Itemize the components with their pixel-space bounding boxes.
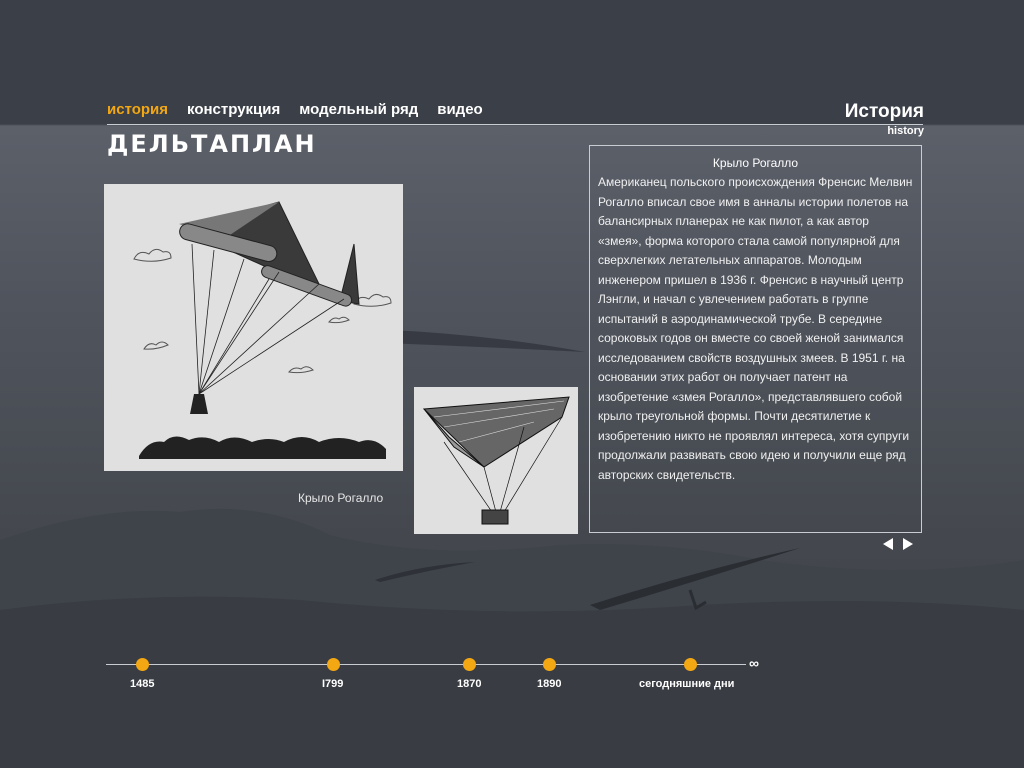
timeline-dot-today[interactable]	[684, 658, 697, 671]
page-title: ДЕЛЬТАПЛАН	[107, 130, 317, 158]
timeline-label-1890[interactable]: 1890	[537, 678, 562, 690]
rogallo-parawing-illustration	[414, 387, 578, 534]
timeline-label-1870[interactable]: 1870	[457, 678, 482, 690]
timeline-label-today[interactable]: сегодняшние дни	[639, 678, 735, 690]
article-body: Американец польского происхождения Френсис Мелвин Рогалло вписал свое имя в анналы истории полетов на балансирных планерах не как пилот, а как автор «змея», форма которого стала самой популярной для сверхлегких летательных аппаратов. Молодым инженером пришел в 1936 г. Френсис в научный центр Лэнгли, и начал с увлечением работать в группе испытаний в аэродинамической трубе. В середине сороковых годов он вместе со своей женой занимался исследованием свойств воздушных змеев. В 1951 г. на основании этих работ он получает патент на изобретение «змея Рогалло», представлявшего собой крыло треугольной формы. Почти десятилетие к изобретению никто не проявлял интереса, хотя супруги продолжали развивать свою идею и получили еще ряд авторских свидетельств.	[598, 175, 913, 482]
timeline-label-1485[interactable]: 1485	[130, 678, 155, 690]
section-title: История	[844, 101, 924, 122]
section-subtitle: history	[887, 125, 924, 137]
next-arrow-icon[interactable]	[903, 538, 913, 550]
nav-history[interactable]: история	[107, 101, 169, 118]
timeline-dot-1799[interactable]	[327, 658, 340, 671]
timeline-label-1799[interactable]: I799	[322, 678, 344, 690]
nav-construction[interactable]: конструкция	[187, 101, 281, 118]
nav-divider	[107, 124, 923, 125]
rogallo-wing-illustration	[104, 184, 403, 471]
article-title: Крыло Рогалло	[712, 156, 799, 170]
article-panel	[589, 145, 922, 533]
article-pagination	[883, 538, 913, 550]
main-navigation	[107, 101, 483, 118]
timeline-line	[106, 664, 746, 665]
nav-model-range[interactable]: модельный ряд	[299, 101, 419, 118]
prev-arrow-icon[interactable]	[883, 538, 893, 550]
timeline-infinity-symbol: ∞	[749, 655, 759, 671]
timeline-dot-1485[interactable]	[136, 658, 149, 671]
figure-caption: Крыло Рогалло	[298, 491, 384, 505]
nav-video[interactable]: видео	[437, 101, 483, 118]
timeline-dot-1890[interactable]	[543, 658, 556, 671]
timeline-dot-1870[interactable]	[463, 658, 476, 671]
